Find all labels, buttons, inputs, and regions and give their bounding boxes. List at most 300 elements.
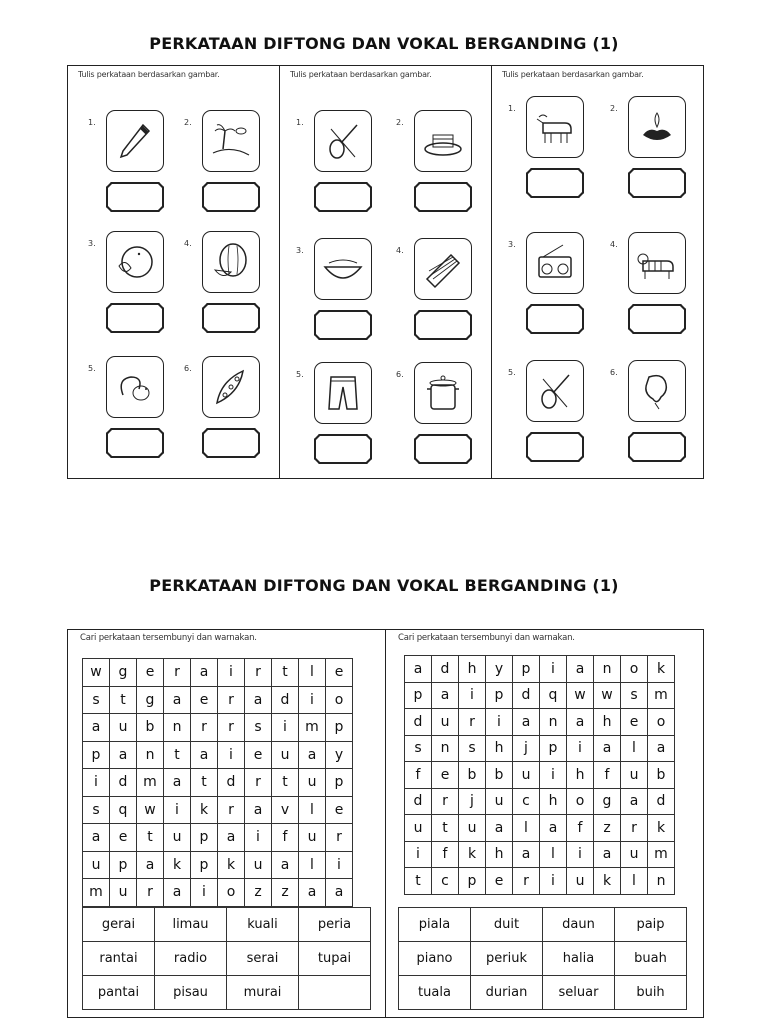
letter-cell[interactable]: m bbox=[83, 879, 110, 907]
picture-item bbox=[184, 231, 262, 333]
letter-cell[interactable]: b bbox=[137, 714, 164, 742]
grid-row bbox=[83, 879, 353, 907]
word-cell: kuali bbox=[227, 908, 299, 942]
letter-cell[interactable]: m bbox=[648, 841, 675, 868]
picture-frame bbox=[414, 362, 472, 424]
letter-cell[interactable]: d bbox=[218, 769, 245, 797]
letter-cell[interactable]: e bbox=[326, 659, 353, 687]
grid-row bbox=[83, 741, 353, 769]
letter-cell[interactable]: r bbox=[164, 659, 191, 687]
letter-cell[interactable]: k bbox=[218, 851, 245, 879]
word-cell: limau bbox=[155, 908, 227, 942]
letter-cell[interactable]: z bbox=[272, 879, 299, 907]
buffalo-icon bbox=[533, 105, 577, 149]
letter-cell[interactable]: i bbox=[540, 868, 567, 895]
answer-box[interactable] bbox=[414, 182, 472, 212]
letter-cell[interactable]: a bbox=[594, 841, 621, 868]
letter-cell[interactable]: p bbox=[513, 656, 540, 683]
letter-cell[interactable]: w bbox=[594, 682, 621, 709]
letter-cell[interactable]: r bbox=[218, 796, 245, 824]
letter-cell[interactable]: h bbox=[486, 735, 513, 762]
letter-cell[interactable]: p bbox=[540, 735, 567, 762]
answer-box[interactable] bbox=[202, 428, 260, 458]
letter-cell[interactable]: o bbox=[648, 709, 675, 736]
letter-cell[interactable]: r bbox=[326, 824, 353, 852]
letter-cell[interactable]: u bbox=[513, 762, 540, 789]
answer-box[interactable] bbox=[202, 182, 260, 212]
letter-cell[interactable]: f bbox=[405, 762, 432, 789]
letter-cell[interactable]: o bbox=[567, 788, 594, 815]
letter-cell[interactable]: a bbox=[567, 709, 594, 736]
letter-cell[interactable]: r bbox=[621, 815, 648, 842]
panel-instruction: Tulis perkataan berdasarkan gambar. bbox=[290, 70, 432, 79]
letter-cell[interactable]: g bbox=[137, 686, 164, 714]
letter-cell[interactable]: i bbox=[272, 714, 299, 742]
letter-cell[interactable]: g bbox=[594, 788, 621, 815]
picture-frame bbox=[106, 110, 164, 172]
letter-cell[interactable]: p bbox=[405, 682, 432, 709]
picture-frame bbox=[628, 360, 686, 422]
letter-cell[interactable]: l bbox=[540, 841, 567, 868]
letter-cell[interactable]: t bbox=[432, 815, 459, 842]
letter-cell[interactable]: a bbox=[164, 686, 191, 714]
letter-cell[interactable]: a bbox=[83, 824, 110, 852]
letter-cell[interactable]: i bbox=[405, 841, 432, 868]
letter-cell[interactable]: z bbox=[245, 879, 272, 907]
grid-row bbox=[405, 656, 675, 683]
letter-cell[interactable]: d bbox=[513, 682, 540, 709]
worksheet1-title: PERKATAAN DIFTONG DAN VOKAL BERGANDING (1) bbox=[149, 34, 619, 53]
picture-frame bbox=[414, 238, 472, 300]
letter-cell[interactable]: a bbox=[137, 851, 164, 879]
letter-cell[interactable]: k bbox=[594, 868, 621, 895]
letter-cell[interactable]: i bbox=[486, 709, 513, 736]
letter-cell[interactable]: i bbox=[459, 682, 486, 709]
violin-icon bbox=[533, 369, 577, 413]
letter-cell[interactable]: o bbox=[621, 656, 648, 683]
grid-row bbox=[405, 841, 675, 868]
letter-cell[interactable]: t bbox=[191, 769, 218, 797]
letter-cell[interactable]: p bbox=[110, 851, 137, 879]
letter-cell[interactable]: a bbox=[299, 741, 326, 769]
pot-icon bbox=[421, 371, 465, 415]
letter-cell[interactable]: w bbox=[137, 796, 164, 824]
picture-item bbox=[296, 238, 374, 340]
letter-cell[interactable]: o bbox=[326, 686, 353, 714]
letter-cell[interactable]: y bbox=[326, 741, 353, 769]
word-cell: durian bbox=[471, 976, 543, 1010]
letter-cell[interactable]: n bbox=[432, 735, 459, 762]
letter-cell[interactable]: n bbox=[137, 741, 164, 769]
letter-cell[interactable]: s bbox=[621, 682, 648, 709]
worksheet1-frame bbox=[67, 65, 704, 479]
item-number: 1. bbox=[88, 118, 96, 127]
letter-cell[interactable]: q bbox=[540, 682, 567, 709]
letter-cell[interactable]: k bbox=[648, 815, 675, 842]
letter-cell[interactable]: a bbox=[513, 841, 540, 868]
word-search-grid bbox=[404, 655, 675, 895]
letter-cell[interactable]: k bbox=[648, 656, 675, 683]
letter-cell[interactable]: n bbox=[540, 709, 567, 736]
letter-cell[interactable]: h bbox=[540, 788, 567, 815]
letter-cell[interactable]: r bbox=[218, 686, 245, 714]
letter-cell[interactable]: d bbox=[432, 656, 459, 683]
oil-lamp-icon bbox=[635, 105, 679, 149]
letter-cell[interactable]: r bbox=[191, 714, 218, 742]
grid-row bbox=[83, 769, 353, 797]
letter-cell[interactable]: a bbox=[218, 824, 245, 852]
word-list bbox=[398, 907, 687, 1010]
answer-box[interactable] bbox=[628, 304, 686, 334]
grid-row bbox=[399, 908, 687, 942]
letter-cell[interactable]: h bbox=[567, 762, 594, 789]
letter-cell[interactable]: u bbox=[486, 788, 513, 815]
picture-frame bbox=[314, 238, 372, 300]
letter-cell[interactable]: a bbox=[191, 659, 218, 687]
letter-cell[interactable]: i bbox=[245, 824, 272, 852]
answer-box[interactable] bbox=[106, 182, 164, 212]
letter-cell[interactable]: i bbox=[191, 879, 218, 907]
letter-cell[interactable]: f bbox=[272, 824, 299, 852]
letter-cell[interactable]: f bbox=[567, 815, 594, 842]
letter-cell[interactable]: a bbox=[299, 879, 326, 907]
letter-cell[interactable]: r bbox=[245, 659, 272, 687]
picture-item bbox=[296, 110, 374, 212]
letter-cell[interactable]: r bbox=[245, 769, 272, 797]
letter-cell[interactable]: e bbox=[486, 868, 513, 895]
letter-cell[interactable]: t bbox=[272, 659, 299, 687]
letter-cell[interactable]: l bbox=[621, 868, 648, 895]
letter-cell[interactable]: n bbox=[648, 868, 675, 895]
picture-frame bbox=[628, 232, 686, 294]
item-number: 5. bbox=[88, 364, 96, 373]
letter-cell[interactable]: w bbox=[567, 682, 594, 709]
letter-cell[interactable]: c bbox=[513, 788, 540, 815]
letter-cell[interactable]: a bbox=[513, 709, 540, 736]
letter-cell[interactable]: p bbox=[83, 741, 110, 769]
letter-cell[interactable]: a bbox=[648, 735, 675, 762]
letter-cell[interactable]: p bbox=[459, 868, 486, 895]
letter-cell[interactable]: l bbox=[299, 659, 326, 687]
letter-cell[interactable]: a bbox=[83, 714, 110, 742]
letter-cell[interactable]: a bbox=[567, 656, 594, 683]
letter-cell[interactable]: u bbox=[405, 815, 432, 842]
item-number: 6. bbox=[396, 370, 404, 379]
word-cell: buih bbox=[615, 976, 687, 1010]
letter-cell[interactable]: a bbox=[245, 796, 272, 824]
coconut-icon bbox=[113, 240, 157, 284]
letter-cell[interactable]: a bbox=[326, 879, 353, 907]
letter-cell[interactable]: j bbox=[459, 788, 486, 815]
letter-cell[interactable]: u bbox=[459, 815, 486, 842]
letter-cell[interactable]: u bbox=[110, 879, 137, 907]
letter-cell[interactable]: l bbox=[299, 851, 326, 879]
letter-cell[interactable]: i bbox=[540, 762, 567, 789]
grid-row bbox=[405, 815, 675, 842]
letter-cell[interactable]: a bbox=[164, 769, 191, 797]
grid-row bbox=[405, 868, 675, 895]
letter-cell[interactable]: p bbox=[326, 714, 353, 742]
radio-icon bbox=[533, 241, 577, 285]
letter-cell[interactable]: u bbox=[432, 709, 459, 736]
letter-cell[interactable]: a bbox=[110, 741, 137, 769]
answer-box[interactable] bbox=[414, 310, 472, 340]
picture-item bbox=[610, 360, 688, 462]
letter-cell[interactable]: s bbox=[83, 686, 110, 714]
word-search-grid bbox=[82, 658, 353, 907]
picture-item bbox=[396, 238, 474, 340]
worksheet2-title: PERKATAAN DIFTONG DAN VOKAL BERGANDING (1) bbox=[149, 576, 619, 595]
answer-box[interactable] bbox=[628, 168, 686, 198]
wok-icon bbox=[321, 247, 365, 291]
letter-cell[interactable]: p bbox=[486, 682, 513, 709]
letter-cell[interactable]: d bbox=[272, 686, 299, 714]
letter-cell[interactable]: k bbox=[164, 851, 191, 879]
beach-icon bbox=[209, 119, 253, 163]
item-number: 3. bbox=[508, 240, 516, 249]
word-cell: rantai bbox=[83, 942, 155, 976]
word-cell: piala bbox=[399, 908, 471, 942]
letter-cell[interactable]: r bbox=[137, 879, 164, 907]
item-number: 6. bbox=[184, 364, 192, 373]
panel-instruction: Tulis perkataan berdasarkan gambar. bbox=[78, 70, 220, 79]
letter-cell[interactable]: z bbox=[594, 815, 621, 842]
answer-box[interactable] bbox=[628, 432, 686, 462]
word-cell: pantai bbox=[83, 976, 155, 1010]
ws1-panel-3 bbox=[492, 66, 703, 478]
picture-frame bbox=[526, 232, 584, 294]
letter-cell[interactable]: a bbox=[594, 735, 621, 762]
picture-frame bbox=[314, 110, 372, 172]
letter-cell[interactable]: u bbox=[83, 851, 110, 879]
map-icon bbox=[635, 369, 679, 413]
grid-row bbox=[405, 788, 675, 815]
letter-cell[interactable]: u bbox=[299, 824, 326, 852]
item-number: 4. bbox=[184, 239, 192, 248]
word-cell: murai bbox=[227, 976, 299, 1010]
picture-item bbox=[88, 231, 166, 333]
picture-frame bbox=[202, 231, 260, 293]
letter-cell[interactable]: i bbox=[567, 841, 594, 868]
letter-cell[interactable]: e bbox=[432, 762, 459, 789]
answer-box[interactable] bbox=[526, 304, 584, 334]
answer-box[interactable] bbox=[314, 310, 372, 340]
letter-cell[interactable]: j bbox=[513, 735, 540, 762]
word-cell: pisau bbox=[155, 976, 227, 1010]
letter-cell[interactable]: t bbox=[272, 769, 299, 797]
letter-cell[interactable]: s bbox=[405, 735, 432, 762]
letter-cell[interactable]: a bbox=[432, 682, 459, 709]
letter-cell[interactable]: p bbox=[326, 769, 353, 797]
letter-cell[interactable]: d bbox=[405, 788, 432, 815]
letter-cell[interactable]: t bbox=[164, 741, 191, 769]
letter-cell[interactable]: n bbox=[164, 714, 191, 742]
letter-cell[interactable]: f bbox=[594, 762, 621, 789]
item-number: 1. bbox=[296, 118, 304, 127]
letter-cell[interactable]: l bbox=[299, 796, 326, 824]
squirrel-icon bbox=[113, 365, 157, 409]
letter-cell[interactable]: a bbox=[272, 851, 299, 879]
letter-cell[interactable]: k bbox=[191, 796, 218, 824]
letter-cell[interactable]: r bbox=[218, 714, 245, 742]
letter-cell[interactable]: a bbox=[405, 656, 432, 683]
answer-box[interactable] bbox=[414, 434, 472, 464]
letter-cell[interactable]: m bbox=[137, 769, 164, 797]
grid-row bbox=[83, 686, 353, 714]
letter-cell[interactable]: r bbox=[432, 788, 459, 815]
item-number: 4. bbox=[396, 246, 404, 255]
letter-cell[interactable]: s bbox=[245, 714, 272, 742]
ws1-panel-1 bbox=[68, 66, 280, 478]
letter-cell[interactable]: i bbox=[83, 769, 110, 797]
picture-item bbox=[396, 110, 474, 212]
picture-item bbox=[508, 232, 586, 334]
letter-cell[interactable]: h bbox=[459, 656, 486, 683]
letter-cell[interactable]: m bbox=[299, 714, 326, 742]
answer-box[interactable] bbox=[314, 434, 372, 464]
letter-cell[interactable]: h bbox=[594, 709, 621, 736]
picture-frame bbox=[314, 362, 372, 424]
letter-cell[interactable]: i bbox=[567, 735, 594, 762]
word-cell: serai bbox=[227, 942, 299, 976]
word-cell: seluar bbox=[543, 976, 615, 1010]
worksheet2-frame bbox=[67, 629, 704, 1018]
answer-box[interactable] bbox=[314, 182, 372, 212]
ws2-panel-left bbox=[68, 630, 386, 1017]
item-number: 6. bbox=[610, 368, 618, 377]
grid-row bbox=[83, 796, 353, 824]
letter-cell[interactable]: e bbox=[245, 741, 272, 769]
letter-cell[interactable]: e bbox=[137, 659, 164, 687]
grid-row bbox=[83, 942, 371, 976]
answer-box[interactable] bbox=[526, 432, 584, 462]
letter-cell[interactable]: f bbox=[432, 841, 459, 868]
letter-cell[interactable]: r bbox=[459, 709, 486, 736]
item-number: 3. bbox=[296, 246, 304, 255]
letter-cell[interactable]: i bbox=[218, 659, 245, 687]
trousers-icon bbox=[321, 371, 365, 415]
letter-cell[interactable]: i bbox=[164, 796, 191, 824]
picture-item bbox=[184, 110, 262, 212]
letter-cell[interactable]: u bbox=[567, 868, 594, 895]
letter-cell[interactable]: u bbox=[272, 741, 299, 769]
item-number: 3. bbox=[88, 239, 96, 248]
letter-cell[interactable]: i bbox=[218, 741, 245, 769]
word-cell: buah bbox=[615, 942, 687, 976]
letter-cell[interactable]: b bbox=[459, 762, 486, 789]
letter-cell[interactable]: r bbox=[513, 868, 540, 895]
letter-cell[interactable]: o bbox=[218, 879, 245, 907]
grid-row bbox=[83, 659, 353, 687]
letter-cell[interactable]: a bbox=[164, 879, 191, 907]
letter-cell[interactable]: u bbox=[164, 824, 191, 852]
letter-cell[interactable]: c bbox=[432, 868, 459, 895]
grid-row bbox=[83, 908, 371, 942]
panel-instruction: Cari perkataan tersembunyi dan warnakan. bbox=[80, 633, 257, 643]
letter-cell[interactable]: e bbox=[110, 824, 137, 852]
word-cell: tupai bbox=[299, 942, 371, 976]
letter-cell[interactable]: i bbox=[299, 686, 326, 714]
answer-box[interactable] bbox=[526, 168, 584, 198]
picture-item bbox=[296, 362, 374, 464]
letter-cell[interactable]: a bbox=[540, 815, 567, 842]
answer-box[interactable] bbox=[106, 428, 164, 458]
letter-cell[interactable]: k bbox=[459, 841, 486, 868]
letter-cell[interactable]: e bbox=[621, 709, 648, 736]
letter-cell[interactable]: b bbox=[648, 762, 675, 789]
letter-cell[interactable]: n bbox=[594, 656, 621, 683]
letter-cell[interactable]: a bbox=[486, 815, 513, 842]
answer-box[interactable] bbox=[106, 303, 164, 333]
letter-cell[interactable]: t bbox=[110, 686, 137, 714]
letter-cell[interactable]: t bbox=[137, 824, 164, 852]
tiger-icon bbox=[635, 241, 679, 285]
picture-frame bbox=[526, 360, 584, 422]
knife-icon bbox=[113, 119, 157, 163]
letter-cell[interactable]: d bbox=[405, 709, 432, 736]
watermelon-icon bbox=[209, 240, 253, 284]
letter-cell[interactable]: u bbox=[110, 714, 137, 742]
letter-cell[interactable]: m bbox=[648, 682, 675, 709]
letter-cell[interactable]: v bbox=[272, 796, 299, 824]
letter-cell[interactable]: t bbox=[405, 868, 432, 895]
letter-cell[interactable]: l bbox=[621, 735, 648, 762]
letter-cell[interactable]: s bbox=[83, 796, 110, 824]
picture-frame bbox=[106, 356, 164, 418]
letter-cell[interactable]: p bbox=[191, 824, 218, 852]
picture-item bbox=[88, 356, 166, 458]
letter-cell[interactable]: a bbox=[191, 741, 218, 769]
item-number: 2. bbox=[184, 118, 192, 127]
letter-cell[interactable]: d bbox=[648, 788, 675, 815]
letter-cell[interactable]: l bbox=[513, 815, 540, 842]
letter-cell[interactable]: w bbox=[83, 659, 110, 687]
picture-item bbox=[610, 232, 688, 334]
word-cell: duit bbox=[471, 908, 543, 942]
word-cell: tuala bbox=[399, 976, 471, 1010]
letter-cell[interactable]: g bbox=[110, 659, 137, 687]
letter-cell[interactable]: s bbox=[459, 735, 486, 762]
letter-cell[interactable]: q bbox=[110, 796, 137, 824]
letter-cell[interactable]: d bbox=[110, 769, 137, 797]
grid-row bbox=[399, 942, 687, 976]
letter-cell[interactable]: e bbox=[191, 686, 218, 714]
answer-box[interactable] bbox=[202, 303, 260, 333]
grid-row bbox=[399, 976, 687, 1010]
letter-cell[interactable]: e bbox=[326, 796, 353, 824]
letter-cell[interactable]: u bbox=[621, 841, 648, 868]
letter-cell[interactable]: u bbox=[621, 762, 648, 789]
letter-cell[interactable]: i bbox=[326, 851, 353, 879]
item-number: 5. bbox=[296, 370, 304, 379]
letter-cell[interactable]: u bbox=[245, 851, 272, 879]
ws1-panel-2 bbox=[280, 66, 492, 478]
letter-cell[interactable]: i bbox=[540, 656, 567, 683]
violin-icon bbox=[321, 119, 365, 163]
picture-item bbox=[88, 110, 166, 212]
letter-cell[interactable]: h bbox=[486, 841, 513, 868]
letter-cell[interactable]: b bbox=[486, 762, 513, 789]
letter-cell[interactable]: a bbox=[245, 686, 272, 714]
word-cell: peria bbox=[299, 908, 371, 942]
picture-item bbox=[610, 96, 688, 198]
letter-cell[interactable]: a bbox=[621, 788, 648, 815]
letter-cell[interactable]: p bbox=[191, 851, 218, 879]
letter-cell[interactable]: u bbox=[299, 769, 326, 797]
letter-cell[interactable]: y bbox=[486, 656, 513, 683]
picture-item bbox=[508, 360, 586, 462]
word-cell: halia bbox=[543, 942, 615, 976]
